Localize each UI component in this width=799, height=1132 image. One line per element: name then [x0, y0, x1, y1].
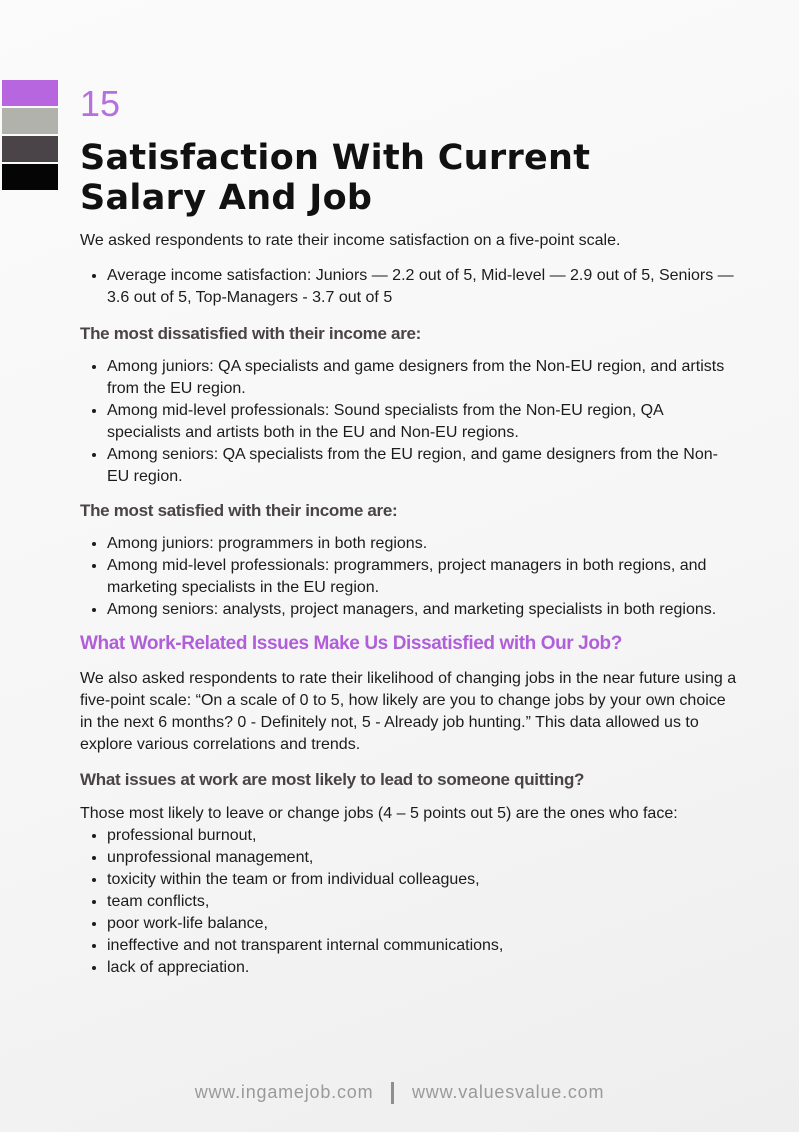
footer [0, 1080, 799, 1104]
list-item: • professional burnout, [107, 825, 740, 847]
average-list [80, 265, 740, 309]
satisfied-list [80, 533, 740, 621]
issues-heading: What Work-Related Issues Make Us Dissatisfied with Our Job? [80, 633, 622, 654]
page-number: 15 [80, 83, 121, 124]
list-item: • Among seniors: QA specialists from the EU region, and game designers from the Non-EU region. [107, 444, 740, 488]
list-item: • lack of appreciation. [107, 957, 740, 979]
page-content [80, 84, 740, 979]
swatch-black [2, 164, 58, 190]
list-item: • team conflicts, [107, 891, 740, 913]
issues-paragraph: We also asked respondents to rate their likelihood of changing jobs in the near future using a five-point scale: “On a scale of 0 to 5, how likely are you to change jobs by your own choice in the next 6 months? 0 - Definitely not, 5 - Already job hunting.” This data allowed us to explore various correlations and trends. [80, 670, 737, 753]
list-item: • Among seniors: analysts, project managers, and marketing specialists in both regions. [107, 599, 740, 621]
footer-link-valuesvalue[interactable]: www.valuesvalue.com [412, 1082, 605, 1102]
color-swatches [2, 80, 58, 192]
swatch-gray [2, 108, 58, 134]
swatch-purple [2, 80, 58, 106]
footer-link-ingamejob[interactable]: www.ingamejob.com [194, 1082, 374, 1102]
dissatisfied-heading: The most dissatisfied with their income are: [80, 324, 422, 343]
list-item: • poor work-life balance, [107, 913, 740, 935]
page-title-line2: Salary And Job [80, 178, 373, 218]
dissatisfied-list [80, 356, 740, 488]
list-item: • Among juniors: programmers in both regions. [107, 533, 740, 555]
list-item: • Among juniors: QA specialists and game designers from the Non-EU region, and artists from the EU region. [107, 356, 740, 400]
list-item: • unprofessional management, [107, 847, 740, 869]
page-title-line1: Satisfaction With Current [80, 138, 591, 178]
list-item: • Among mid-level professionals: Sound specialists from the Non-EU region, QA specialists and artists both in the EU and Non-EU regions. [107, 400, 740, 444]
list-item: • ineffective and not transparent internal communications, [107, 935, 740, 957]
list-item: • Average income satisfaction: Juniors — 2.2 out of 5, Mid-level — 2.9 out of 5, Seniors — 3.6 out of 5, Top-Managers - 3.7 out of 5 [107, 265, 740, 309]
footer-divider [391, 1082, 394, 1104]
quitting-list [80, 825, 740, 979]
quitting-heading: What issues at work are most likely to lead to someone quitting? [80, 770, 585, 789]
intro-paragraph: We asked respondents to rate their income satisfaction on a five-point scale. [80, 232, 621, 249]
list-item: • Among mid-level professionals: programmers, project managers in both regions, and marketing specialists in the EU region. [107, 555, 740, 599]
quitting-paragraph: Those most likely to leave or change jobs (4 – 5 points out 5) are the ones who face: [80, 805, 678, 822]
list-item: • toxicity within the team or from individual colleagues, [107, 869, 740, 891]
swatch-dark [2, 136, 58, 162]
page-title [80, 138, 740, 218]
satisfied-heading: The most satisfied with their income are: [80, 501, 398, 520]
